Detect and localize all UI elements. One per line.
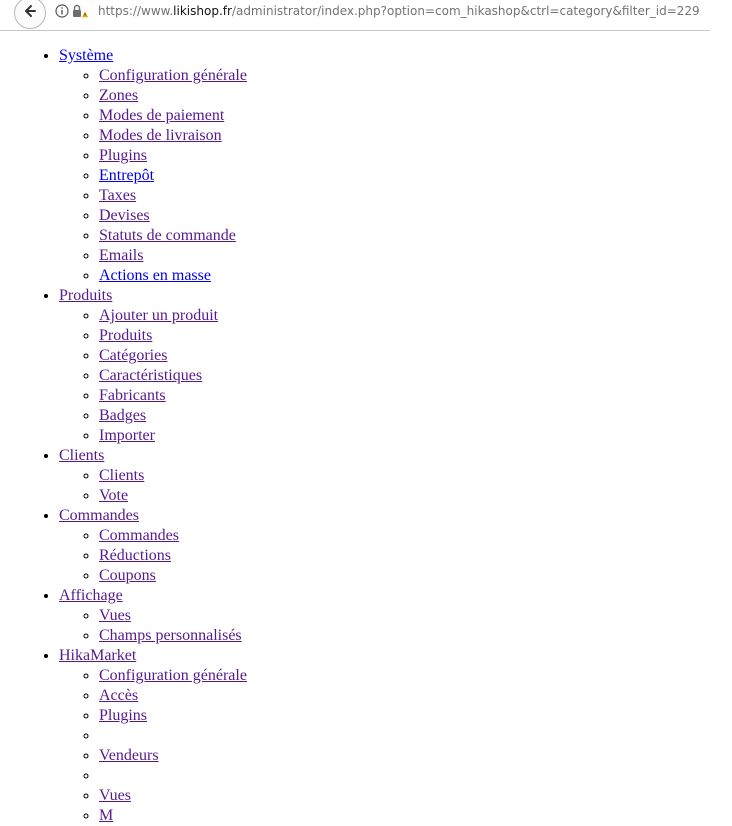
submenu-link[interactable]: Plugins [99,707,148,724]
submenu-link[interactable]: Zones [99,87,139,104]
list-item [99,406,247,426]
submenu-link[interactable]: Catégories [99,347,168,364]
lock-warning-icon[interactable] [72,4,88,18]
list-item [99,246,247,266]
submenu-link[interactable]: Vendeurs [99,747,159,764]
list-item [99,306,247,326]
url-field[interactable] [98,4,700,18]
list-item [99,386,247,406]
list-item [99,266,247,286]
list-item [99,706,247,726]
submenu-clients [59,466,247,506]
list-item [99,126,247,146]
list-item [99,86,247,106]
menu-section-produits [59,286,247,446]
submenu-link[interactable]: Configuration générale [99,667,247,684]
submenu-link[interactable]: Taxes [99,187,137,204]
list-item [99,466,247,486]
submenu-commandes [59,526,247,586]
admin-menu [19,46,247,826]
list-item [99,686,247,706]
submenu-link[interactable]: Produits [99,327,153,344]
address-bar [0,0,710,31]
url-domain: likishop.fr [173,4,232,18]
submenu-link[interactable]: Vues [99,787,131,804]
submenu-link[interactable]: Vues [99,607,131,624]
list-item [99,346,247,366]
submenu-produits [59,306,247,446]
submenu-link[interactable]: Coupons [99,567,156,584]
menu-section-clients [59,446,247,506]
submenu-link[interactable]: Champs personnalisés [99,627,242,644]
submenu-link[interactable]: Actions en masse [99,267,211,284]
submenu-link[interactable]: Modes de paiement [99,107,225,124]
list-item [99,186,247,206]
url-path: /administrator/index.php?option=com_hikashop&ctrl=category&filter_id=229 [231,4,700,18]
info-icon[interactable] [55,4,69,18]
submenu-link[interactable]: Modes de livraison [99,127,222,144]
menu-link-systeme[interactable]: Système [59,47,114,64]
submenu-link[interactable]: Clients [99,467,145,484]
menu-section-commandes [59,506,247,586]
submenu-link[interactable]: Statuts de commande [99,227,236,244]
menu-link-affichage[interactable]: Affichage [59,587,123,604]
submenu-link[interactable]: Ajouter un produit [99,307,219,324]
list-item-empty [99,726,247,746]
submenu-link[interactable]: Emails [99,247,144,264]
submenu-link[interactable]: Importer [99,427,155,444]
list-item [99,66,247,86]
list-item [99,526,247,546]
list-item [99,106,247,126]
submenu-link[interactable]: Réductions [99,547,171,564]
menu-section-hikamarket [59,646,247,826]
list-item [99,566,247,586]
submenu-link[interactable]: Plugins [99,147,148,164]
back-button[interactable] [14,0,46,29]
submenu-link[interactable]: Commandes [99,527,179,544]
menu-section-systeme [59,46,247,286]
list-item [99,746,247,766]
list-item [99,666,247,686]
list-item [99,806,247,826]
menu-section-affichage [59,586,247,646]
list-item [99,786,247,806]
submenu-link[interactable]: Caractéristiques [99,367,203,384]
url-prefix: https://www. [98,4,174,18]
submenu-affichage [59,606,247,646]
menu-link-commandes[interactable]: Commandes [59,507,139,524]
list-item [99,606,247,626]
list-item [99,546,247,566]
list-item [99,426,247,446]
submenu-link[interactable]: Fabricants [99,387,166,404]
list-item [99,146,247,166]
submenu-link[interactable]: Devises [99,207,150,224]
list-item [99,226,247,246]
submenu-link[interactable]: Entrepôt [99,167,155,184]
submenu-systeme [59,66,247,286]
list-item [99,486,247,506]
list-item [99,166,247,186]
submenu-link[interactable]: Accès [99,687,139,704]
list-item [99,206,247,226]
submenu-link[interactable]: Configuration générale [99,67,247,84]
menu-link-produits[interactable]: Produits [59,287,113,304]
menu-link-clients[interactable]: Clients [59,447,105,464]
submenu-link[interactable]: M [99,807,114,824]
list-item [99,366,247,386]
submenu-hikamarket [59,666,247,826]
back-arrow-icon [22,3,38,24]
submenu-link[interactable]: Badges [99,407,147,424]
list-item [99,326,247,346]
menu-link-hikamarket[interactable]: HikaMarket [59,647,137,664]
submenu-link[interactable]: Vote [99,487,129,504]
list-item-empty [99,766,247,786]
list-item [99,626,247,646]
